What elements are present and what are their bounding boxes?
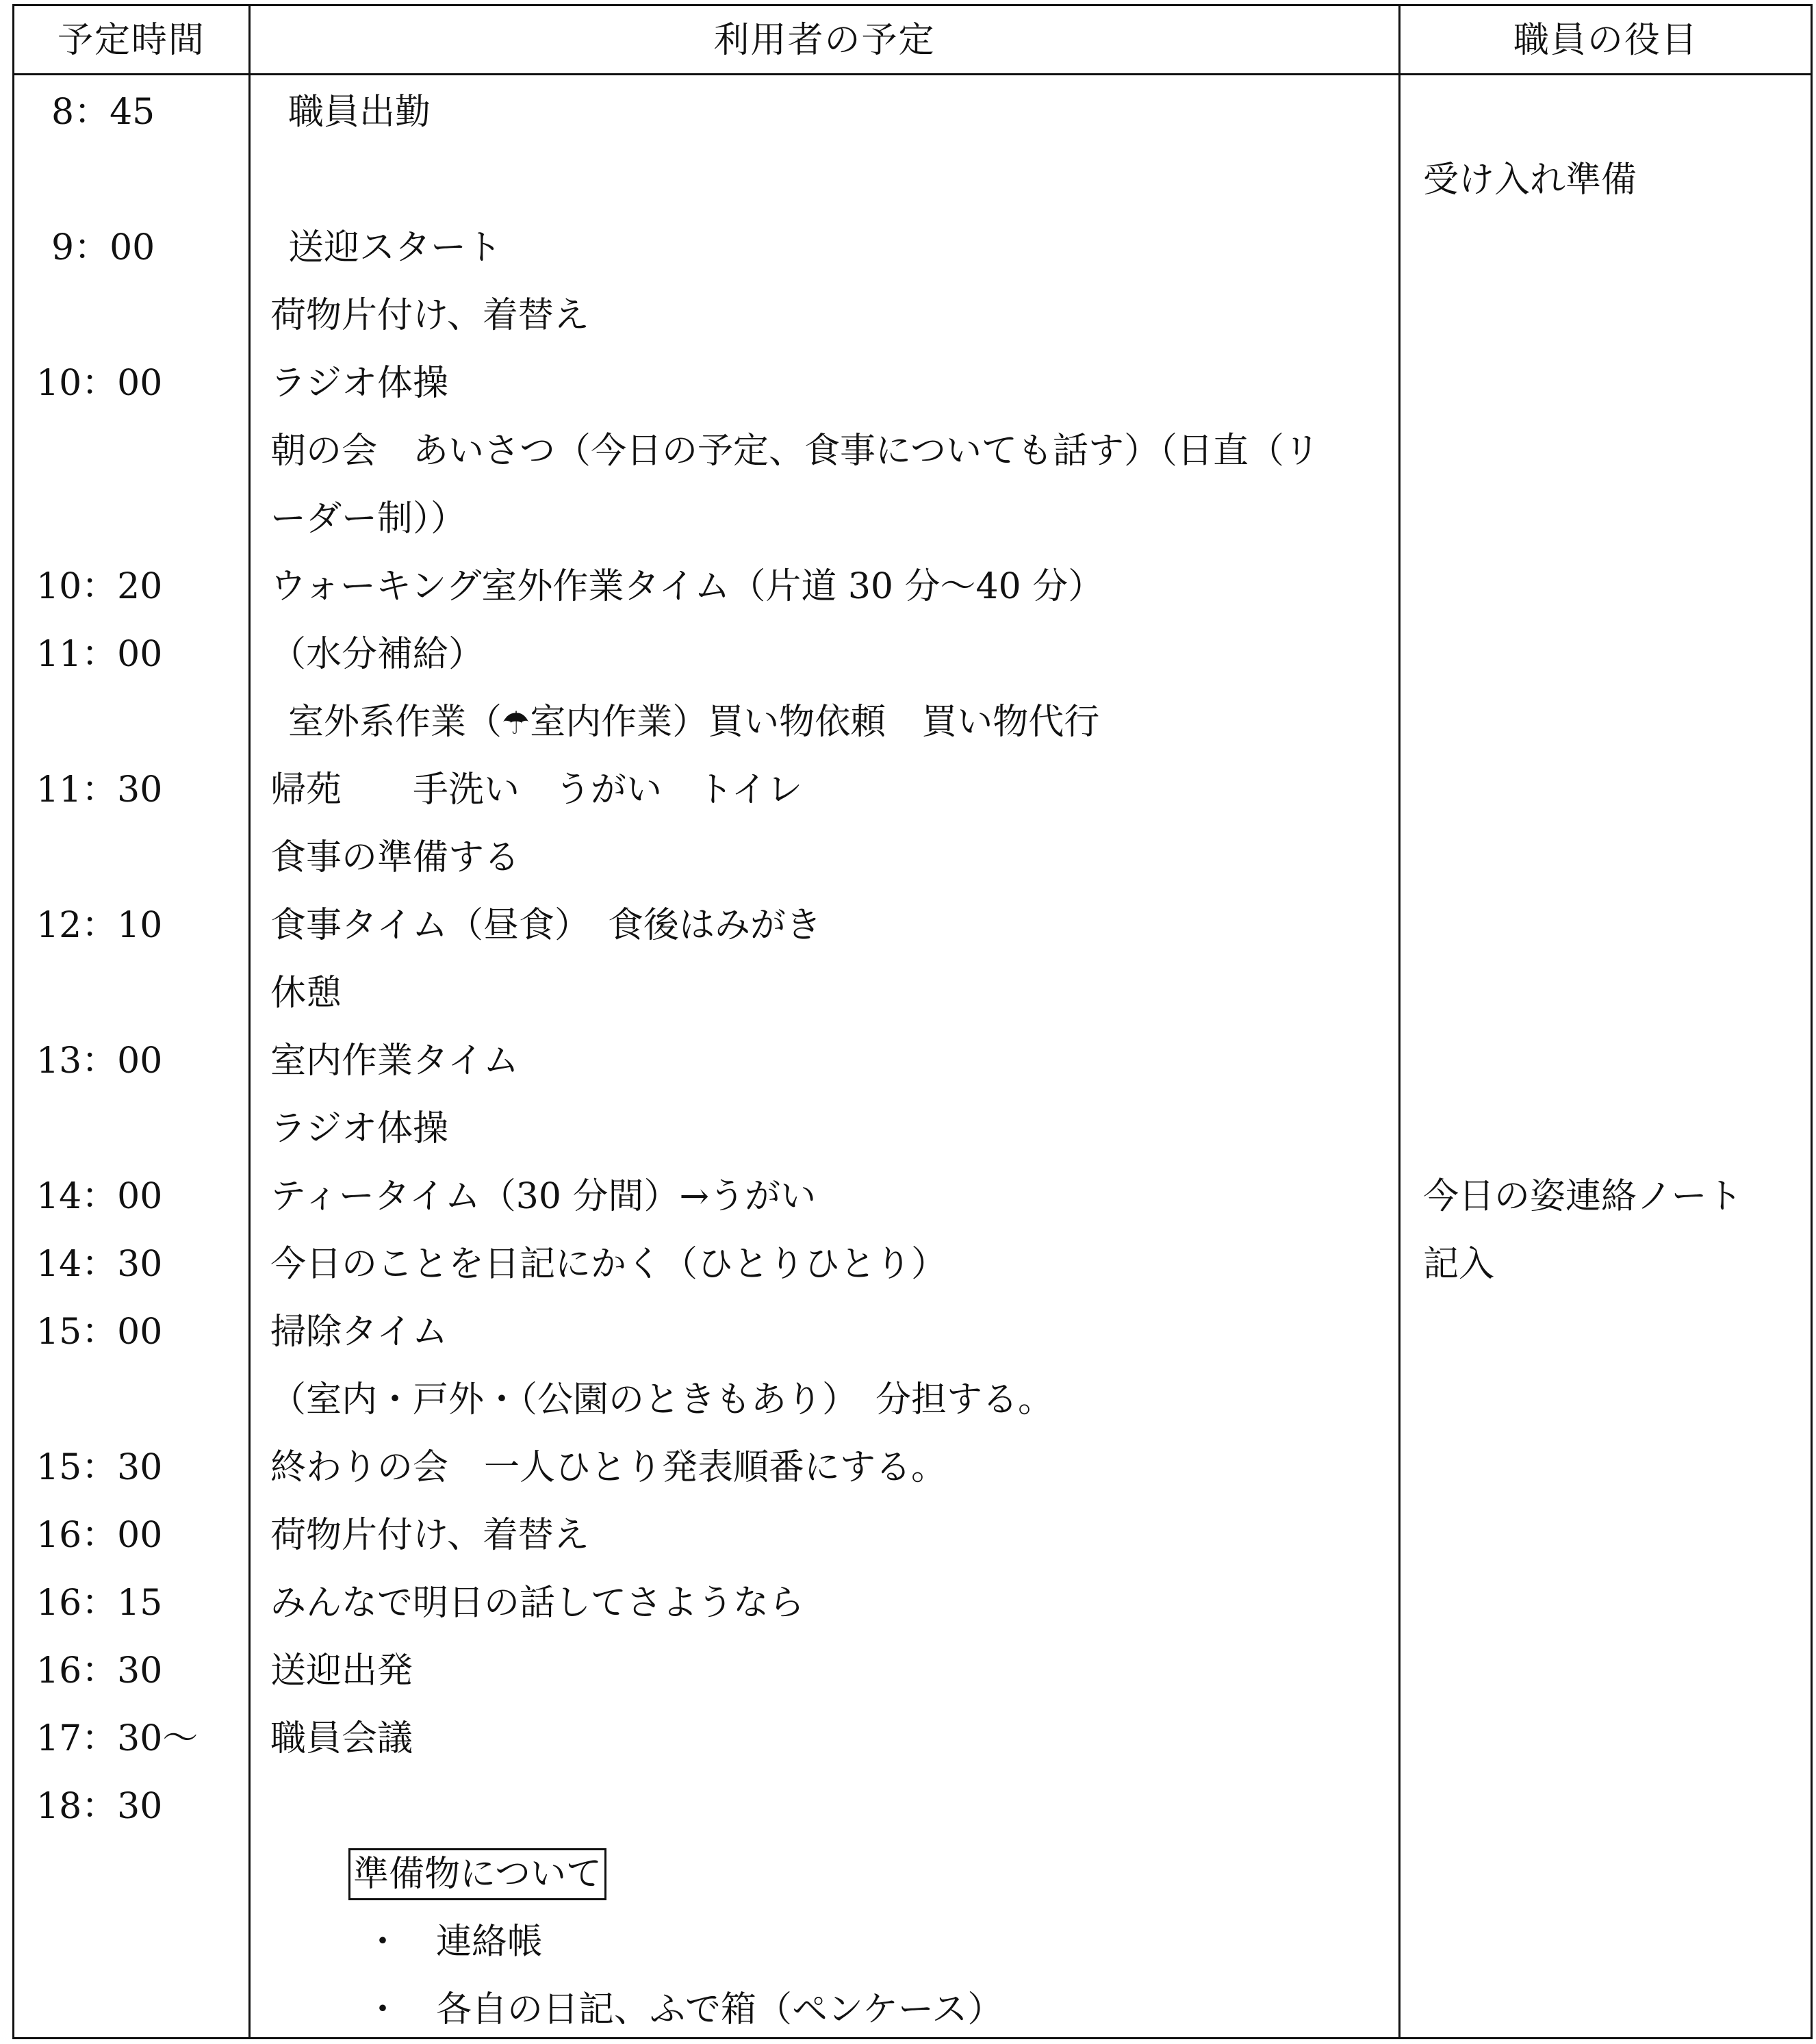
- row-activity: （室内・戸外・（公園のときもあり） 分担する。: [270, 1379, 1054, 1420]
- row-time: 12：10: [36, 905, 163, 946]
- row-activity: 終わりの会 一人ひとり発表順番にする。: [270, 1447, 947, 1488]
- row-role: 記入: [1423, 1244, 1495, 1285]
- row-time: 10：20: [36, 566, 163, 607]
- row-activity: 荷物片付け、着替え: [270, 1515, 589, 1556]
- header-time: 予定時間: [57, 20, 205, 61]
- row-time: 15：30: [36, 1447, 163, 1488]
- row-role: 今日の姿連絡ノート: [1423, 1176, 1743, 1217]
- row-time: 9：00: [51, 227, 155, 268]
- row-activity: 職員会議: [270, 1718, 413, 1759]
- row-activity: 朝の会 あいさつ（今日の予定、食事についても話す）（日直（リ: [270, 431, 1320, 472]
- row-time: 16：15: [36, 1583, 163, 1624]
- row-activity: 食事の準備する: [270, 837, 520, 878]
- row-time: 14：00: [36, 1176, 163, 1217]
- supplies-item: [365, 1976, 1487, 2044]
- row-activity: 帰苑 手洗い うがい トイレ: [270, 769, 803, 810]
- schedule-table: [12, 4, 1813, 2039]
- row-activity: [288, 689, 1411, 756]
- row-time: 11：00: [36, 634, 163, 675]
- row-activity: 室内作業タイム: [270, 1040, 519, 1082]
- row-time: 14：30: [36, 1244, 163, 1285]
- row-time: 13：00: [36, 1040, 163, 1082]
- row-activity: ティータイム（30 分間）→うがい: [270, 1176, 817, 1217]
- row-activity: 荷物片付け、着替え: [270, 295, 589, 336]
- supplies-title: 準備物について: [348, 1848, 606, 1900]
- supplies-item: [365, 1908, 1487, 1976]
- activity-text: 室内作業）買い物依頼 買い物代行: [530, 702, 1100, 743]
- row-activity: 休憩: [270, 973, 342, 1014]
- row-time: 18：30: [36, 1786, 163, 1827]
- row-role: 受け入れ準備: [1423, 159, 1637, 201]
- row-activity: 掃除タイム: [270, 1312, 448, 1353]
- row-time: 10：00: [36, 363, 163, 404]
- row-activity: （水分補給）: [270, 634, 485, 675]
- row-activity: ーダー制））: [270, 498, 467, 539]
- row-activity: 今日のことを日記にかく（ひとりひとり）: [270, 1244, 947, 1285]
- activity-text: 室外系作業（: [288, 702, 502, 743]
- row-time: 16：30: [36, 1650, 163, 1691]
- row-activity: 食事タイム（昼食） 食後はみがき: [270, 905, 821, 946]
- row-activity: 送迎スタート: [288, 227, 502, 268]
- row-activity: ウォーキング室外作業タイム（片道 30 分～40 分）: [270, 566, 1104, 607]
- row-activity: ラジオ体操: [270, 1108, 449, 1149]
- row-time: 11：30: [36, 769, 163, 810]
- row-activity: 送迎出発: [270, 1650, 413, 1691]
- bullet: ・: [365, 1921, 401, 1963]
- row-time: 16：00: [36, 1515, 163, 1556]
- supplies-item-text: 連絡帳: [436, 1921, 543, 1963]
- row-time: 8：45: [51, 92, 155, 133]
- supplies-section: [348, 1841, 1471, 1908]
- row-time: 15：00: [36, 1312, 163, 1353]
- header-staff-role: 職員の役目: [1513, 20, 1698, 61]
- row-activity: ラジオ体操: [270, 363, 449, 404]
- bullet: ・: [365, 1989, 401, 2030]
- row-activity: 職員出勤: [288, 92, 431, 133]
- umbrella-icon: ☂: [502, 704, 530, 741]
- header-user-schedule: 利用者の予定: [713, 20, 936, 61]
- row-activity: みんなで明日の話してさようなら: [270, 1583, 805, 1624]
- supplies-item-text: 各自の日記、ふで箱（ペンケース）: [436, 1989, 1003, 2030]
- row-time: 17：30～: [36, 1718, 199, 1759]
- column-divider: [1398, 6, 1401, 2037]
